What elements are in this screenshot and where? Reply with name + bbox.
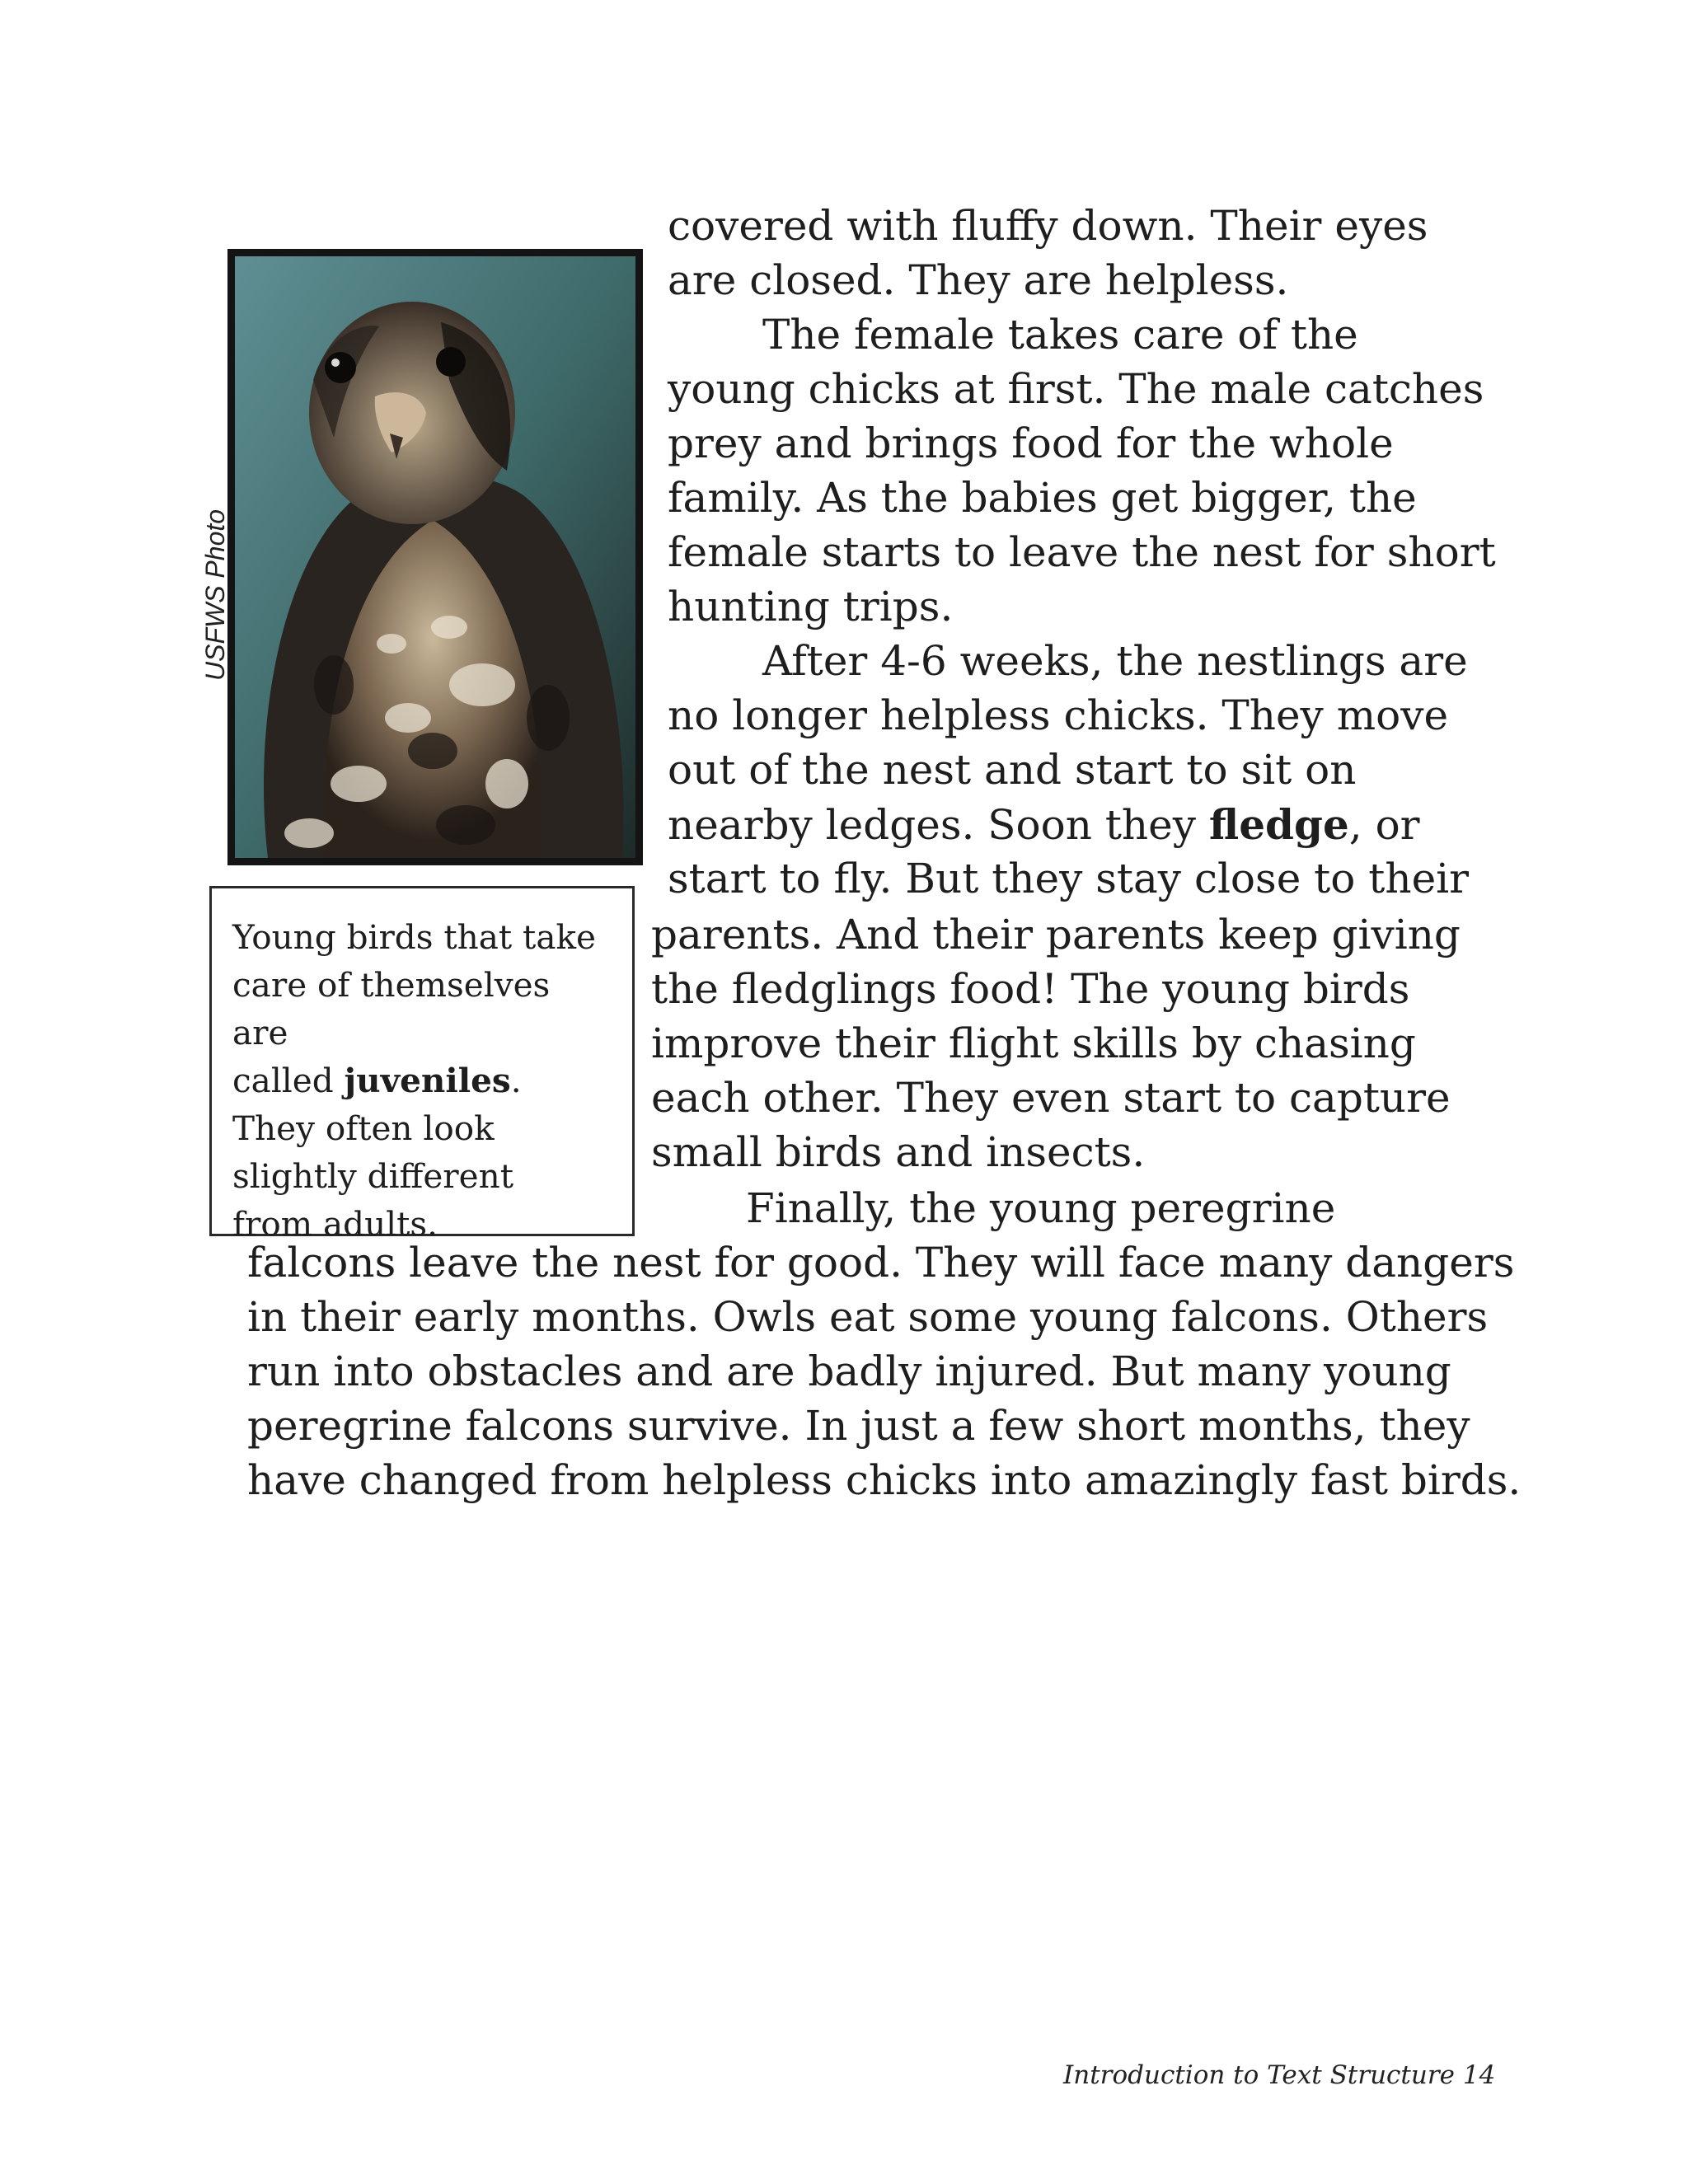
sidebar-line — [232, 1057, 614, 1104]
body-line: female starts to leave the nest for short — [668, 528, 1496, 576]
body-line: out of the nest and start to sit on — [668, 746, 1357, 794]
body-line: hunting trips. — [668, 583, 954, 630]
body-line: covered with fluffy down. Their eyes — [668, 202, 1428, 250]
page-footer: Introduction to Text Structure 14 — [1063, 2060, 1496, 2090]
body-line: peregrine falcons survive. In just a few short months, they — [247, 1402, 1470, 1450]
body-line: improve their flight skills by chasing — [651, 1019, 1416, 1067]
body-line: run into obstacles and are badly injured. But many young — [247, 1347, 1451, 1395]
body-line — [668, 800, 1420, 849]
body-line: family. As the babies get bigger, the — [668, 474, 1417, 522]
falcon-photo — [227, 249, 643, 865]
sidebar-line: Young birds that take — [232, 917, 596, 957]
body-line: Finally, the young peregrine — [746, 1184, 1336, 1232]
body-line: prey and brings food for the whole — [668, 419, 1394, 467]
body-line: start to fly. But they stay close to their — [668, 855, 1470, 902]
body-line: are closed. They are helpless. — [668, 256, 1289, 304]
body-line: The female takes care of the — [762, 311, 1358, 359]
sidebar-line: slightly different — [232, 1156, 513, 1196]
falcon-image — [235, 256, 635, 858]
sidebar-line: They often look — [232, 1108, 495, 1148]
sidebar-callout — [209, 886, 635, 1244]
body-line: in their early months. Owls eat some young falcons. Others — [247, 1293, 1489, 1341]
body-line: have changed from helpless chicks into amazingly fast birds. — [247, 1456, 1522, 1504]
line-text: nearby ledges. Soon they — [668, 801, 1209, 849]
sidebar-line: care of themselves are — [232, 965, 551, 1052]
line-text: . — [510, 1061, 522, 1100]
body-line: no longer helpless chicks. They move — [668, 691, 1449, 739]
body-line: each other. They even start to capture — [651, 1074, 1451, 1122]
sidebar-line: from adults. — [232, 1204, 438, 1244]
body-line: falcons leave the nest for good. They will face many dangers — [247, 1239, 1515, 1286]
line-text: called — [232, 1061, 345, 1100]
body-line: young chicks at first. The male catches — [668, 365, 1484, 413]
photo-credit: USFWS Photo — [200, 509, 230, 681]
vocabulary-term: juveniles — [344, 1061, 511, 1100]
body-line: small birds and insects. — [651, 1128, 1146, 1176]
body-line: parents. And their parents keep giving — [651, 911, 1461, 958]
vocabulary-term: fledge — [1208, 800, 1349, 849]
body-line: the fledglings food! The young birds — [651, 965, 1410, 1013]
body-line: After 4-6 weeks, the nestlings are — [762, 637, 1468, 685]
line-text: , or — [1348, 801, 1420, 849]
